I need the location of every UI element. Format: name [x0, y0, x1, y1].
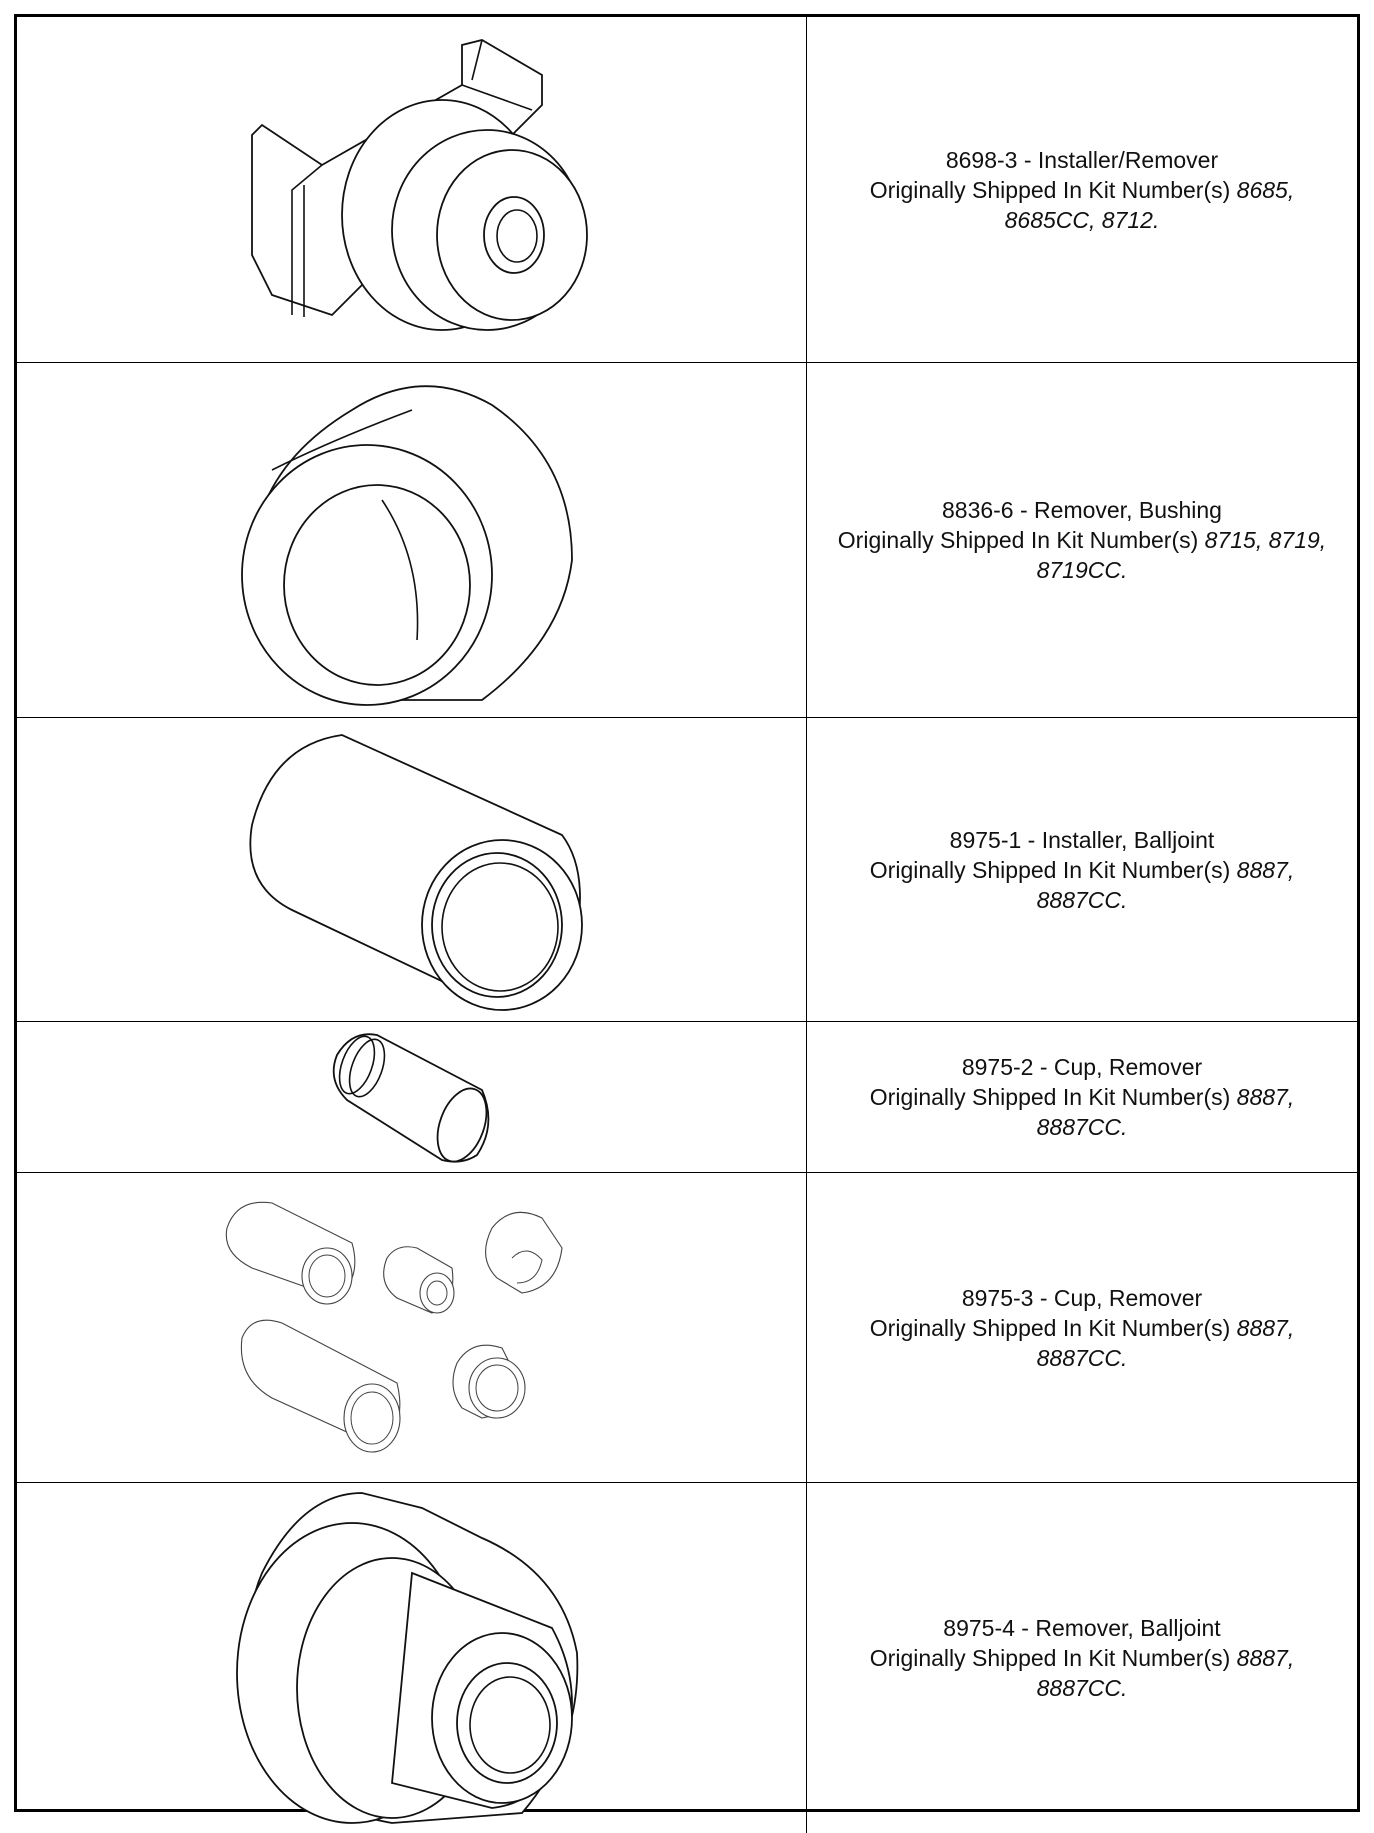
kit-numbers-continued: 8685CC, 8712. — [1004, 206, 1160, 233]
kit-numbers: 8685, — [1236, 176, 1295, 203]
tool-description-cell — [807, 718, 1357, 1022]
tool-table — [14, 14, 1360, 1812]
kit-numbers: 8887, — [1236, 856, 1295, 883]
kit-numbers-continued: 8887CC. — [1036, 1675, 1128, 1701]
remover-cup-set-illustration — [212, 1188, 612, 1468]
tool-description-cell — [807, 1022, 1357, 1173]
tool-title: 8975-4 - Remover, Balljoint — [943, 1615, 1221, 1641]
kit-prefix: Originally Shipped In Kit Number(s) — [869, 1645, 1231, 1671]
kit-prefix: Originally Shipped In Kit Number(s) — [869, 1314, 1231, 1341]
kit-numbers: 8887, — [1236, 1084, 1295, 1110]
remover-cup-illustration — [322, 1025, 502, 1170]
kit-line — [870, 855, 1294, 885]
tool-title: 8975-3 - Cup, Remover — [961, 1284, 1203, 1311]
kit-line — [870, 1643, 1294, 1673]
kit-prefix: Originally Shipped In Kit Number(s) — [837, 527, 1199, 553]
kit-numbers-continued: 8719CC. — [1036, 557, 1128, 583]
tool-title: 8836-6 - Remover, Bushing — [941, 497, 1222, 523]
kit-numbers: 8715, 8719, — [1204, 527, 1327, 553]
tool-description-cell — [807, 1173, 1357, 1483]
installer-remover-illustration — [212, 25, 612, 355]
tool-title: 8975-2 - Cup, Remover — [961, 1054, 1203, 1080]
bushing-remover-illustration — [232, 370, 592, 710]
kit-prefix: Originally Shipped In Kit Number(s) — [869, 856, 1231, 883]
tool-image-cell — [17, 1173, 807, 1483]
kit-numbers: 8887, — [1236, 1314, 1295, 1341]
tool-description-cell — [807, 363, 1357, 718]
tool-description-cell — [807, 1483, 1357, 1833]
kit-line — [870, 175, 1294, 205]
kit-line — [870, 1313, 1294, 1343]
tool-title: 8975-1 - Installer, Balljoint — [949, 826, 1215, 853]
tool-image-cell — [17, 17, 807, 363]
kit-line — [838, 525, 1326, 555]
tool-image-cell — [17, 363, 807, 718]
kit-numbers-continued: 8887CC. — [1036, 1114, 1128, 1140]
kit-prefix: Originally Shipped In Kit Number(s) — [869, 176, 1231, 203]
kit-numbers: 8887, — [1236, 1645, 1295, 1671]
tool-title: 8698-3 - Installer/Remover — [945, 146, 1219, 173]
tool-description-cell — [807, 17, 1357, 363]
kit-prefix: Originally Shipped In Kit Number(s) — [869, 1084, 1231, 1110]
kit-line — [870, 1082, 1294, 1112]
tool-image-cell — [17, 1483, 807, 1833]
tool-image-cell — [17, 718, 807, 1022]
balljoint-installer-illustration — [232, 725, 592, 1015]
tool-image-cell — [17, 1022, 807, 1173]
kit-numbers-continued: 8887CC. — [1036, 1344, 1128, 1371]
kit-numbers-continued: 8887CC. — [1036, 886, 1128, 913]
balljoint-remover-illustration — [222, 1483, 602, 1833]
